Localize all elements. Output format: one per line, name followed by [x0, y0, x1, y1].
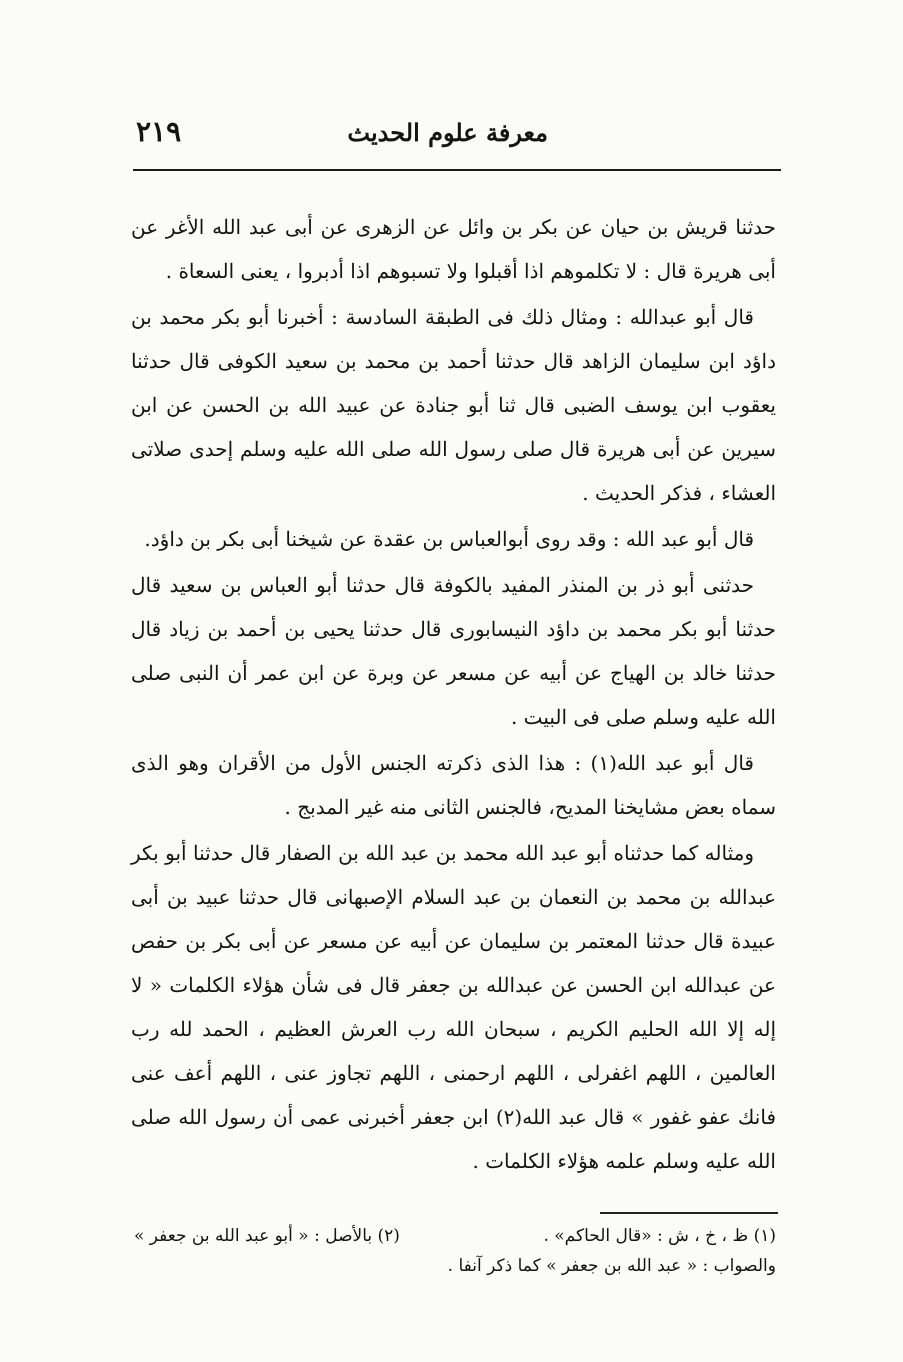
running-head: [128, 112, 778, 156]
paragraph-3: قال أبو عبد الله : وقد روى أبوالعباس بن عقدة عن شيخنا أبى بكر بن داؤد.: [144, 527, 754, 551]
footnote-rule: [600, 1212, 778, 1214]
paragraph-2: قال أبو عبدالله : ومثال ذلك فى الطبقة السادسة : أخبرنا أبو بكر محمد بن داؤد ابن سليمان الزاهد قال حدثنا أحمد بن محمد بن سعيد الكوفى قال حدثنا يعقوب ابن يوسف الضبى قال ثنا أبو جنادة عن عبيد الله بن الحسن عن ابن سيرين عن أبى هريرة قال صلى رسول الله صلى الله عليه وسلم إحدى صلاتى العشاء ، فذكر الحديث .: [131, 305, 776, 505]
footnotes: [126, 1222, 776, 1280]
footnote-line-1: [126, 1222, 776, 1252]
footnote-2: (٢) بالأصل : « أبو عبد الله بن جعفر »: [134, 1226, 400, 1246]
page-number: ٢١٩: [136, 115, 182, 148]
footnote-2-continued: والصواب : « عبد الله بن جعفر » كما ذكر آنفا .: [447, 1256, 776, 1276]
header-rule: [133, 169, 781, 171]
paragraph-5: قال أبو عبد الله(١) : هذا الذى ذكرته الجنس الأول من الأقران وهو الذى سماه بعض مشايخنا المديح، فالجنس الثانى منه غير المدبج .: [131, 751, 776, 819]
paragraph-6: ومثاله كما حدثناه أبو عبد الله محمد بن عبد الله بن الصفار قال حدثنا أبو بكر عبدالله بن محمد بن النعمان بن عبد السلام الإصبهانى قال حدثنا عبيد بن أبى عبيدة قال حدثنا المعتمر بن سليمان عن أبيه عن مسعر عن أبى بكر بن حفص عن عبدالله ابن الحسن عن عبدالله بن جعفر قال فى شأن هؤلاء الكلمات « لا إله إلا الله الحليم الكريم ، سبحان الله رب العرش العظيم ، الحمد لله رب العالمين ، اللهم اغفرلى ، اللهم ارحمنى ، اللهم تجاوز عنى ، اللهم أعف عنى فانك عفو غفور » قال عبد الله(٢) ابن جعفر أخبرنى عمى أن رسول الله صلى الله عليه وسلم علمه هؤلاء الكلمات .: [131, 841, 777, 1173]
footnote-1: (١) ظ ، خ ، ش : «قال الحاكم» .: [543, 1226, 776, 1246]
body-text: [131, 205, 776, 1185]
paragraph-1: حدثنا قريش بن حيان عن بكر بن وائل عن الزهرى عن أبى عبد الله الأغر عن أبى هريرة قال : لا تكلموهم اذا أقبلوا ولا تسبوهم اذا أدبروا ، يعنى السعاة .: [131, 215, 776, 283]
page-title: معرفة علوم الحديث: [347, 118, 548, 147]
paragraph-4: حدثنى أبو ذر بن المنذر المفيد بالكوفة قال حدثنا أبو العباس بن سعيد قال حدثنا أبو بكر محمد بن داؤد النيسابورى قال حدثنا يحيى بن أحمد بن زياد قال حدثنا خالد بن الهياج عن أبيه عن مسعر عن وبرة عن ابن عمر أن النبى صلى الله عليه وسلم صلى فى البيت .: [131, 573, 776, 729]
